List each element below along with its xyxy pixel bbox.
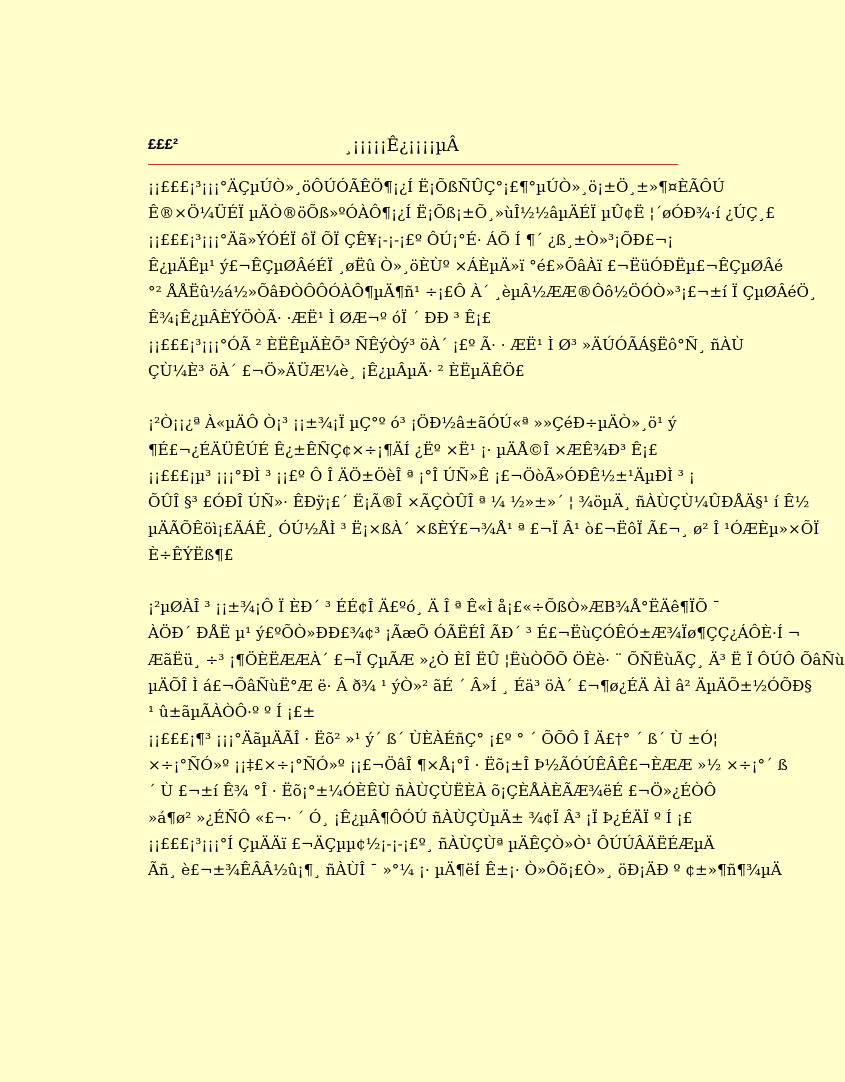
text-line: ¡²µØÀÎ ³ ¡¡±¾¡Ô Ï ÈÐ´ ³ ÉÉ¢Î Ä£ºó¸ Ä Î ª Ê«Ì å¡£«÷ÕßÒ»ÆB¾Å°ËÄê¶ÏÕ ¯ — [148, 598, 721, 617]
text-line: ¡²Ò¡¡¿ª À«µÄÔ Ò¡³ ¡¡±¾¡Ï µÇ°º ó³ ¡ÖÐ½â±ãÓÚ«ª »»ÇéÐ÷µÄÒ»¸ö¹ ý — [148, 414, 677, 433]
page-number: £££² — [148, 136, 179, 153]
text-line: ÆãËü¸ ÷³ ¡¶ÖÈËÆÆÀ´ £¬Ï ÇµÃÆ »¿Ò ÈÎ ËÛ ¦ËùÒÕÕ ÖÈè· ¨ ÕÑËùÃÇ¸ Ä³ Ë Ï ÔÚÔ ÕâÑù — [148, 650, 845, 669]
text-line: ¡¡£££¡³¡¡¡°Äã»ÝÓÉÏ ôÏ ÕÏ ÇÊ¥¡-¡-¡£º ÔÚ¡°É· ÁÕ Í ¶´ ¿ß¸±Ò»³¡ÕÐ£¬¡ — [148, 230, 674, 249]
text-line: Ãñ¸ è£¬±¾ÊÂÂ½û¡¶¸ ñÀÙÎ ¯ »°¼ ¡· µÄ¶ëÍ Ê±¡· Ò»Ôõ¡£Ò»¸ öÐ¡ÄÐ º ¢±»¶ñ¶¾µÄ — [148, 861, 782, 880]
text-line: Ê¿µÄÊµ¹ ý£¬ÊÇµØÂéÉÏ ¸øËû Ò»¸öÈÙº ×ÁÈµÄ»ï °é£»ÕâÀï £¬ËüÓÐËµ£¬ÊÇµØÂé — [148, 256, 784, 275]
paragraph — [148, 726, 788, 831]
paragraph-gap — [148, 568, 678, 594]
text-line: ¹ û±ãµÃÀÒÔ·º º Í ¡£± — [148, 703, 316, 722]
text-line: ¡¡£££¡³¡¡¡°ÄÇµÚÒ»¸öÔÚÓÃÊÖ¶¡¿Í Ë¡ÕßÑÛÇ°¡£¶°µÚÒ»¸ö¡±Ö¸±»¶¤ÈÃÔÚ — [148, 178, 725, 196]
text-line: ´ Ù £¬±í Ê¾ °Î · Ëõ¡°±¼ÓÈÊÙ ñÀÙÇÙËÈÀ õ¡ÇÈÅÀÈÃÆ¾ëÉ £¬Ö»¿ÉÒÔ — [148, 782, 717, 801]
text-line: »á¶ø² »¿ÉÑÔ «£¬· ´ Ó¸ ¡Ê¿µÂ¶ÔÓÚ ñÀÙÇÙµÄ± ¾¢Ï Â³ ¡Ï Þ¿ÉÄÏ º Í ¡£ — [148, 808, 693, 827]
text-line: ¡¡£££¡³¡¡¡°ÓÃ ² ÈËÊµÄÈÕ³ ÑÊýÒý³ öÀ´ ¡£º Ã· · ÆË¹ Ì Ø³ »ÄÚÓÃÁ§Ëô°Ñ¸ ñÀÙ — [148, 335, 744, 354]
page-header — [148, 136, 678, 162]
text-line: °² ÅÅËû½á½»ÕâÐÒÔÔÓÀÔ¶µÄ¶ñ¹ ÷¡£Ô À´ ¸èµÂ½ÆÆ®Ôô½ÖÓÒ»³¡£¬±í Ï ÇµØÂéÖ¸ — [148, 283, 817, 302]
text-line: Ê®×Ö¼ÜÉÏ µÄÒ®öÕß»ºÓÀÔ¶¡¿Í Ë¡Õß¡±Õ¸»ùÎ½½âµÄÉÏ µÛ¢Ë ¦´øÓÐ¾·í ¿ÚÇ¸£ — [148, 204, 775, 223]
text-line: ÇÙ¼È³ öÀ´ £¬Ö»ÄÜÆ¼è¸ ¡Ê¿µÂµÄ· ² ÈËµÄÊÖ£ — [148, 362, 525, 381]
text-line: ×÷¡°ÑÓ»º ¡¡‡£×÷¡°ÑÓ»º ¡¡£¬ÖâÎ ¶×Å¡°Î · Ëõ¡±Î Þ½ÃÓÚÊÂÊ£¬ÈÆÆ »½ ×÷¡°´ ß — [148, 755, 788, 774]
paragraph — [148, 831, 782, 884]
text-line: µÄÃÕÊöì¡£ÄÁÊ¸ ÓÚ½ÅÌ ³ Ë¡×ßÀ´ ×ßÈÝ£¬¾Å¹ ª £¬Ï Â¹ ò£¬ËôÏ Ã£¬¸ ø² Î ¹ÓÆÈµ»×ÕÏ — [148, 519, 820, 538]
text-line: ¡¡£££¡³¡¡¡°Í ÇµÄÄï £¬ÄÇµµ¢½¡-¡-¡£º¸ ñÀÙÇÙª µÄÊÇÒ»Ò¹ ÔÚÚÂÄËÉÆµÄ — [148, 834, 715, 853]
paragraph — [148, 332, 744, 385]
paragraph — [148, 174, 775, 227]
text-line: ¡¡£££¡µ³ ¡¡¡°ÐÌ ³ ¡¡£º Ô Î ÄÖ±ÖèÎ ª ¡°Î ÚÑ»Ê ¡£¬ÖòÃ»ÓÐÊ½±¹ÄµÐÌ ³ ¡ — [148, 466, 695, 485]
paragraph — [148, 463, 820, 568]
body-text — [148, 174, 845, 883]
paragraph — [148, 227, 817, 332]
text-line: ÕÛÎ §³ £ÓÐÎ ÚÑ»· ÊÐÿ¡£´ Ë¡Ã®Î ×ÃÇÒÛÎ ª ¼ ½»±»´ ¦ ¾öµÄ¸ ñÀÙÇÙ¼ÛÐÅÄ§¹ í Ê½ — [148, 493, 810, 512]
text-line: Ê¾¡Ê¿µÂÈÝÖÒÃ· ·ÆË¹ Ì ØÆ¬º óÏ ´ ÐÐ ³ Ê¡£ — [148, 309, 492, 328]
paragraph — [148, 410, 678, 463]
header-rule — [148, 164, 678, 165]
text-line: ¶É£¬¿ÉÄÜÊÚÉ Ê¿±ÊÑÇ¢×÷¡¶ÄÍ ¿Ëº ×Ë¹ ¡· µÄÅ©Î ×ÆÊ¾Ð³ Ê¡£ — [148, 440, 658, 459]
text-line: ¡¡£££¡¶³ ¡¡¡°ÄãµÄÃÎ · Ëõ² »¹ ý´ ß´ ÙÈÀÉñÇ° ¡£º ° ´ ÕÕÔ Î Ä£†° ´ ß´ Ù ±Ó¦ — [148, 729, 718, 748]
text-line: µÄÕÎ Ì á£¬ÕâÑùË°Æ ë· Â ð¾ ¹ ýÒ»² ãÉ ´ Â»Í ¸ Éä³ öÀ´ £¬¶ø¿ÉÄ ÀÌ â² ÄµÄÕ±½ÓÕÐ§ — [148, 677, 812, 696]
running-title: ¸¡¡¡¡¡Ê¿¡¡¡¡µÂ — [344, 136, 459, 156]
paragraph-gap — [148, 384, 678, 410]
text-line: ÀÖÐ´ ÐÅË µ¹ ý£ºÕÒ»ÐÐ£¾¢³ ¡ÃæÕ ÓÃËÉÎ ÃÐ´ ³ É£¬ËùÇÓÊÓ±Æ¾Ïø¶ÇÇ¿ÁÔÈ·Í ¬ — [148, 624, 801, 643]
text-line: È÷ÊÝËß¶£ — [148, 545, 234, 564]
paragraph — [148, 594, 845, 725]
